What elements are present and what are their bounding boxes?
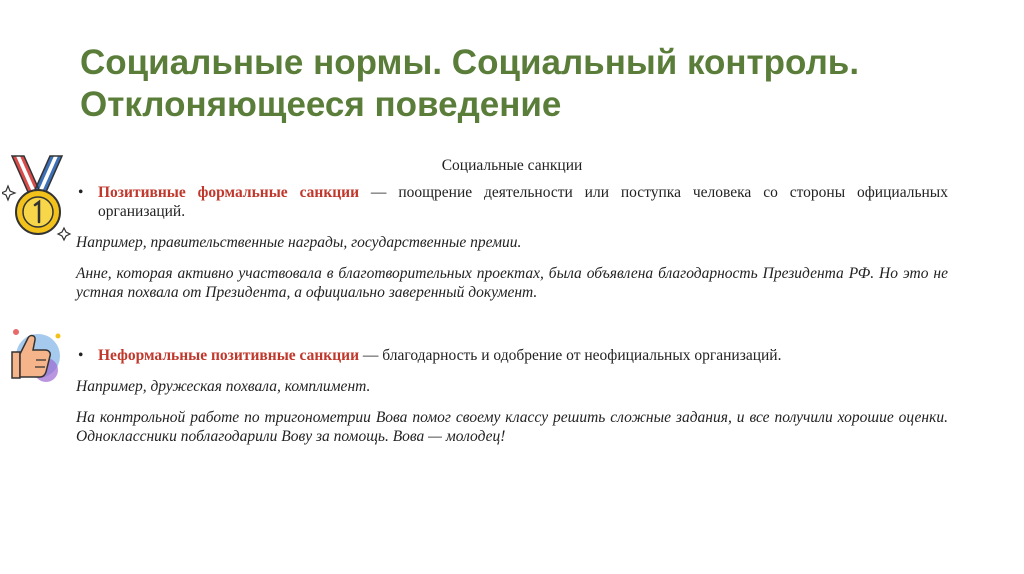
example-text: Например, правительственные награды, государственные премии. <box>76 234 522 251</box>
example-text: Например, дружеская похвала, комплимент. <box>76 378 371 395</box>
bullet-marker: • <box>78 184 84 201</box>
story-text: На контрольной работе по тригонометрии Вова помог своему классу решить сложные задания, и все получили хорошие оценки. Одноклассники поблагодарили Вову за помощь. Вова — молодец! <box>76 409 948 445</box>
term-definition: — поощрение деятельности или поступка человека со стороны официальных организаций. <box>98 184 948 220</box>
term-label: Позитивные формальные санкции <box>98 184 360 201</box>
story-text: Анне, которая активно участвовала в благотворительных проектах, была объявлена благодарность Президента РФ. Но это не устная похвала от Президента, а официально заверенный документ. <box>76 265 948 301</box>
thumbs-up-icon <box>2 318 66 390</box>
bullet-marker: • <box>78 347 84 364</box>
bullet-item <box>76 346 948 365</box>
bullet-text <box>98 183 948 221</box>
medal-icon <box>2 152 72 244</box>
sanction-block-informal <box>76 346 948 446</box>
term-definition: — благодарность и одобрение от неофициальных организаций. <box>359 347 782 364</box>
section-heading: Социальные санкции <box>441 157 583 174</box>
term-label: Неформальные позитивные санкции <box>98 347 360 364</box>
page-title: Социальные нормы. Социальный контроль. Отклоняющееся поведение <box>80 43 860 124</box>
bullet-item <box>76 183 948 221</box>
content <box>76 156 948 446</box>
bullet-text <box>98 346 948 365</box>
sanction-block-formal <box>76 183 948 302</box>
